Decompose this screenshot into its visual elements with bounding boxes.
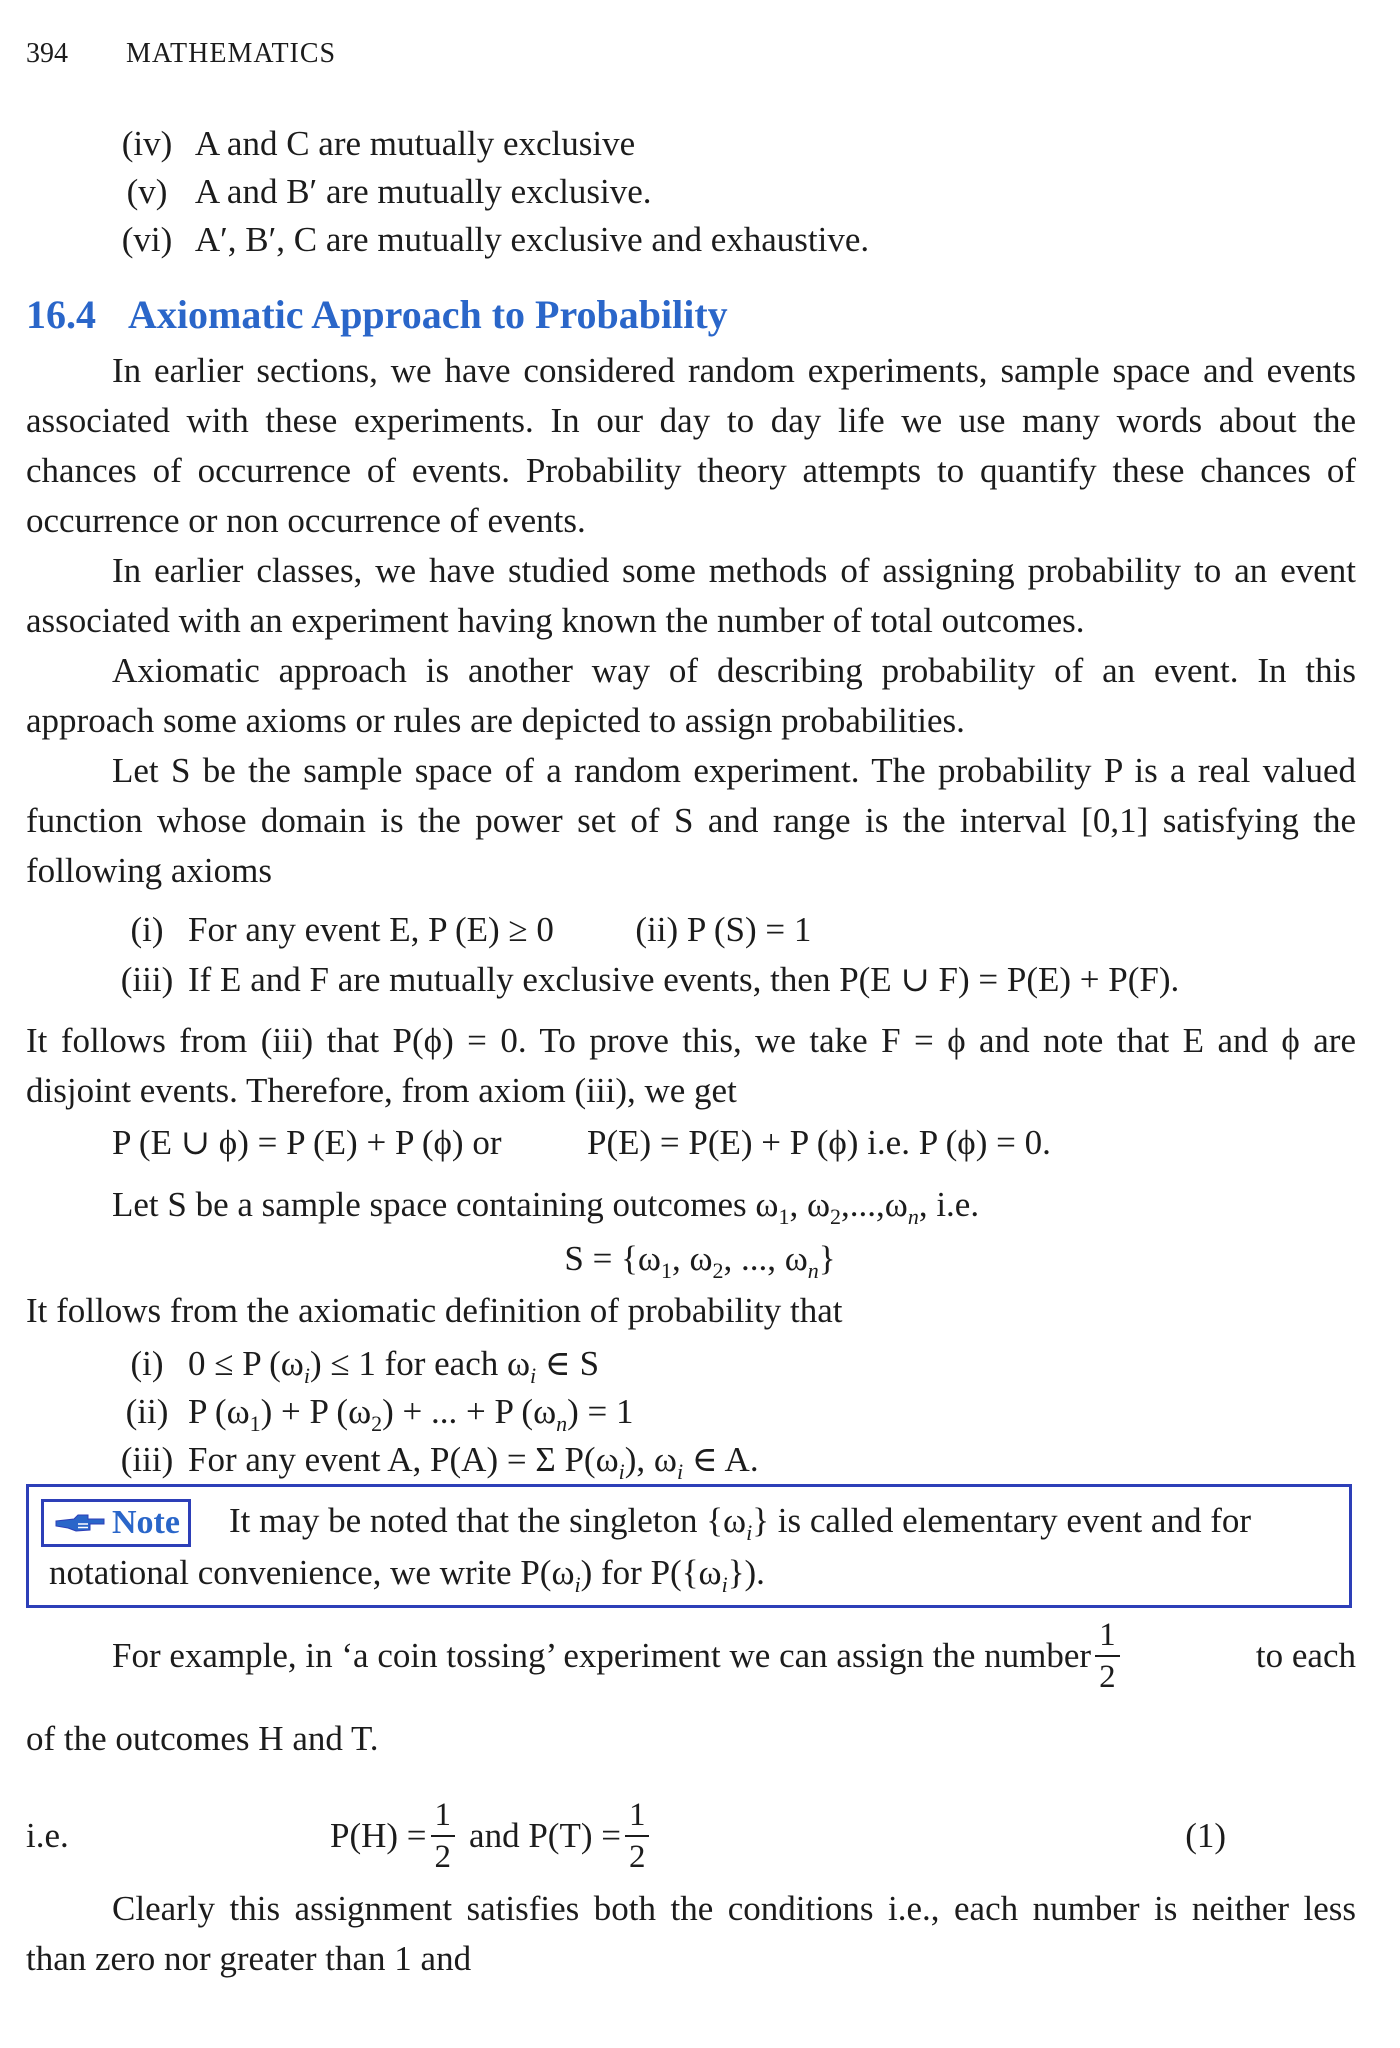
example-line-2: of the outcomes H and T. — [26, 1719, 379, 1758]
list-item: (i) 0 ≤ P $(\omega_i) \le 1$ for each $\omega_i$ ∈ S — [130, 1344, 600, 1388]
fraction: $\frac{1}{2}$ — [625, 1795, 650, 1877]
paragraph: In earlier classes, we have studied some methods of assigning probability to an event associated with an experiment having known the number of total outcomes. — [26, 551, 1356, 640]
paragraph: It follows from (iii) that P(ϕ) = 0. To prove this, we take F = ϕ and note that E and ϕ are disjoint events. Therefore, from axiom (iii), we get — [26, 1021, 1356, 1110]
list-item — [106, 216, 869, 264]
section-title: Axiomatic Approach to Probability — [128, 292, 728, 337]
note-box — [26, 1484, 1352, 1608]
running-header: MATHEMATICS — [126, 38, 337, 69]
ie-equation: i.e. P(H) = $\frac{1}{2}$ and P(T) = $\frac{1}{2}$ (1) — [26, 1797, 1226, 1875]
list-item: (ii) P $(\omega_1) + P$ $(\omega_2)$ + ... + P $(\omega_n) = 1$ — [125, 1392, 634, 1436]
axiom-iii: If E and F are mutually exclusive events, then P(E ∪ F) = P(E) + P(F). — [188, 960, 1180, 999]
example-line: For example, in ‘a coin tossing’ experiment we can assign the number $\frac{1}{2}$ to each — [112, 1617, 1356, 1695]
sample-space-line: Let S be a sample space containing outcomes $\omega_1$, $\omega_2,...,\omega_n$, i.e. — [112, 1185, 980, 1229]
axiomatic-line: It follows from the axiomatic definition of probability that — [26, 1291, 843, 1330]
note-text: It may be noted that the singleton $\{\omega_i\}$ is called elementary event and for notational convenience, we write $P(\omega_i)$ for $P(\{\omega_i\})$. — [49, 1501, 1252, 1597]
paragraph: In earlier sections, we have considered random experiments, sample space and events associated with these experiments. In our day to day life we use many words about the chances of occurrence of events. Probability theory attempts to quantify these chances of occurrence or non occurrence of events. — [26, 351, 1356, 540]
fraction: $\frac{1}{2}$ — [1095, 1615, 1120, 1697]
list-item: (iii) For any event A, P(A) = Σ $P(\omega_i)$, $\omega_i$ ∈ A. — [120, 1440, 759, 1484]
axiom-ii: P (S) = 1 — [686, 910, 812, 949]
list-label: (vi) — [121, 220, 173, 259]
list-item — [106, 120, 635, 168]
list-label: (iv) — [121, 124, 173, 163]
equation-line: P (E ∪ ϕ) = P (E) + P (ϕ) or P(E) = P(E) + P (ϕ) i.e. P (ϕ) = 0. — [112, 1123, 1051, 1162]
paragraph: Clearly this assignment satisfies both the conditions i.e., each number is neither less than zero nor greater than 1 and — [26, 1889, 1356, 1978]
list-text: A and B′ are mutually exclusive. — [194, 172, 652, 211]
list-label: (v) — [126, 172, 168, 211]
list-text: A and C are mutually exclusive — [194, 124, 636, 163]
list-text: A′, B′, C are mutually exclusive and exhaustive. — [194, 220, 870, 259]
axiom-i: For any event E, P (E) ≥ 0 — [188, 910, 554, 949]
set-equation: $S = \{\omega_1$, $\omega_2$, ..., $\omega_n$} — [564, 1239, 836, 1283]
pointing-hand-icon — [54, 1511, 106, 1535]
paragraph: Axiomatic approach is another way of describing probability of an event. In this approach some axioms or rules are depicted to assign probabilities. — [26, 651, 1356, 740]
list-item — [106, 168, 652, 216]
fraction: $\frac{1}{2}$ — [431, 1795, 456, 1877]
section-heading — [26, 288, 728, 342]
page-number: 394 — [26, 38, 68, 69]
note-label: Note — [41, 1499, 191, 1547]
axiom-line: (iii) If E and F are mutually exclusive events, then P(E ∪ F) = P(E) + P(F). — [120, 960, 1180, 999]
paragraph: Let S be the sample space of a random experiment. The probability P is a real valued function whose domain is the power set of S and range is the interval [0,1] satisfying the following axioms — [26, 751, 1356, 890]
axiom-line: (i) For any event E, P (E) ≥ 0 (ii) P (S) = 1 — [130, 910, 812, 949]
equation-number: (1) — [1185, 1816, 1226, 1855]
section-number: 16.4 — [26, 292, 96, 337]
